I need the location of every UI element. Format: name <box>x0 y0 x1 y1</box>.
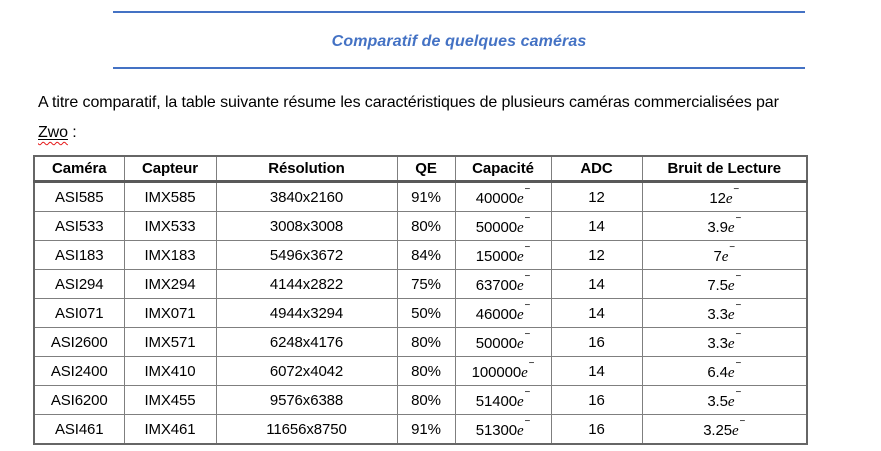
table-cell: 6.4e− <box>642 357 807 386</box>
electron-exponent: − <box>733 184 740 195</box>
table-cell: 12 <box>551 241 642 270</box>
table-cell: 3840x2160 <box>216 182 397 212</box>
electron-exponent: − <box>524 213 531 224</box>
table-cell: 51400e− <box>455 386 551 415</box>
table-cell: IMX585 <box>124 182 216 212</box>
electron-exponent: − <box>524 271 531 282</box>
column-header: Capacité <box>455 156 551 182</box>
table-cell: 11656x8750 <box>216 415 397 445</box>
electron-exponent: − <box>524 387 531 398</box>
table-cell: 46000e− <box>455 299 551 328</box>
document-title: Comparatif de quelques caméras <box>331 33 587 50</box>
table-cell: 80% <box>397 212 455 241</box>
table-cell: 4144x2822 <box>216 270 397 299</box>
table-cell: 50000e− <box>455 212 551 241</box>
electron-exponent: − <box>739 416 746 427</box>
table-header-row <box>34 156 807 182</box>
table-cell: ASI183 <box>34 241 124 270</box>
table-row <box>34 182 807 212</box>
electron-symbol: e <box>727 394 735 410</box>
table-cell: 9576x6388 <box>216 386 397 415</box>
table-body <box>34 182 807 445</box>
table-cell: 63700e− <box>455 270 551 299</box>
table-row <box>34 357 807 386</box>
table-cell: 6248x4176 <box>216 328 397 357</box>
table-cell: 84% <box>397 241 455 270</box>
column-header: ADC <box>551 156 642 182</box>
table-cell: 6072x4042 <box>216 357 397 386</box>
electron-symbol: e <box>725 191 733 207</box>
electron-symbol: e <box>731 423 739 439</box>
electron-symbol: e <box>727 336 735 352</box>
table-row <box>34 328 807 357</box>
table-cell: 91% <box>397 182 455 212</box>
electron-symbol: e <box>516 249 524 265</box>
electron-exponent: − <box>735 271 742 282</box>
electron-symbol: e <box>516 394 524 410</box>
table-cell: 7.5e− <box>642 270 807 299</box>
electron-exponent: − <box>735 213 742 224</box>
table-cell: ASI2600 <box>34 328 124 357</box>
electron-symbol: e <box>727 307 735 323</box>
table-cell: 100000e− <box>455 357 551 386</box>
column-header: Caméra <box>34 156 124 182</box>
table-cell: 51300e− <box>455 415 551 445</box>
electron-exponent: − <box>524 416 531 427</box>
brand-word: Zwo <box>38 124 68 141</box>
table-cell: IMX071 <box>124 299 216 328</box>
table-cell: ASI585 <box>34 182 124 212</box>
table-cell: 14 <box>551 270 642 299</box>
electron-symbol: e <box>516 278 524 294</box>
electron-exponent: − <box>524 300 531 311</box>
column-header: Capteur <box>124 156 216 182</box>
table-cell: 3.3e− <box>642 299 807 328</box>
table-cell: ASI294 <box>34 270 124 299</box>
camera-comparison-table <box>33 155 808 445</box>
electron-exponent: − <box>735 300 742 311</box>
electron-symbol: e <box>727 365 735 381</box>
intro-paragraph <box>38 88 851 148</box>
table-cell: IMX455 <box>124 386 216 415</box>
table-cell: 80% <box>397 328 455 357</box>
electron-exponent: − <box>524 329 531 340</box>
table-cell: 40000e− <box>455 182 551 212</box>
electron-exponent: − <box>524 184 531 195</box>
electron-exponent: − <box>735 387 742 398</box>
table-cell: 3008x3008 <box>216 212 397 241</box>
electron-symbol: e <box>516 220 524 236</box>
electron-exponent: − <box>528 358 535 369</box>
brand-word-spellcheck <box>38 124 68 141</box>
electron-symbol: e <box>721 249 729 265</box>
electron-exponent: − <box>524 242 531 253</box>
table-cell: 14 <box>551 357 642 386</box>
table-cell: 15000e− <box>455 241 551 270</box>
table-cell: ASI2400 <box>34 357 124 386</box>
document-page <box>0 11 881 451</box>
table-cell: IMX183 <box>124 241 216 270</box>
table-cell: 4944x3294 <box>216 299 397 328</box>
table-cell: ASI071 <box>34 299 124 328</box>
table-cell: 80% <box>397 386 455 415</box>
electron-symbol: e <box>516 423 524 439</box>
table-cell: 5496x3672 <box>216 241 397 270</box>
table-cell: 50% <box>397 299 455 328</box>
title-section <box>113 11 805 69</box>
electron-symbol: e <box>727 220 735 236</box>
table-cell: 91% <box>397 415 455 445</box>
table-row <box>34 270 807 299</box>
table-cell: ASI6200 <box>34 386 124 415</box>
table-cell: IMX461 <box>124 415 216 445</box>
table-cell: 14 <box>551 212 642 241</box>
table-cell: 80% <box>397 357 455 386</box>
table-cell: ASI461 <box>34 415 124 445</box>
table-cell: 3.3e− <box>642 328 807 357</box>
column-header: Bruit de Lecture <box>642 156 807 182</box>
table-row <box>34 212 807 241</box>
table-cell: IMX571 <box>124 328 216 357</box>
electron-symbol: e <box>516 191 524 207</box>
intro-line2-suffix: : <box>67 124 77 141</box>
table-cell: IMX410 <box>124 357 216 386</box>
electron-symbol: e <box>727 278 735 294</box>
table-cell: 3.9e− <box>642 212 807 241</box>
table-cell: 12 <box>551 182 642 212</box>
electron-exponent: − <box>735 329 742 340</box>
table-cell: 16 <box>551 386 642 415</box>
column-header: Résolution <box>216 156 397 182</box>
electron-exponent: − <box>729 242 736 253</box>
table-cell: ASI533 <box>34 212 124 241</box>
table-row <box>34 241 807 270</box>
table-cell: 7e− <box>642 241 807 270</box>
table-cell: 3.25e− <box>642 415 807 445</box>
electron-symbol: e <box>516 307 524 323</box>
table-cell: 50000e− <box>455 328 551 357</box>
electron-symbol: e <box>521 365 528 381</box>
table-cell: 14 <box>551 299 642 328</box>
table-row <box>34 386 807 415</box>
electron-exponent: − <box>735 358 742 369</box>
electron-symbol: e <box>516 336 524 352</box>
table-cell: 16 <box>551 415 642 445</box>
intro-line1: A titre comparatif, la table suivante résume les caractéristiques de plusieurs caméras commercialisées par <box>38 94 779 111</box>
table-cell: 16 <box>551 328 642 357</box>
title-rule-bottom <box>113 67 805 69</box>
table-cell: IMX533 <box>124 212 216 241</box>
table-cell: 12e− <box>642 182 807 212</box>
table-row <box>34 299 807 328</box>
intro-line2 <box>38 118 851 148</box>
table-cell: 75% <box>397 270 455 299</box>
title-rule-top <box>113 11 805 13</box>
column-header: QE <box>397 156 455 182</box>
table-cell: 3.5e− <box>642 386 807 415</box>
table-cell: IMX294 <box>124 270 216 299</box>
